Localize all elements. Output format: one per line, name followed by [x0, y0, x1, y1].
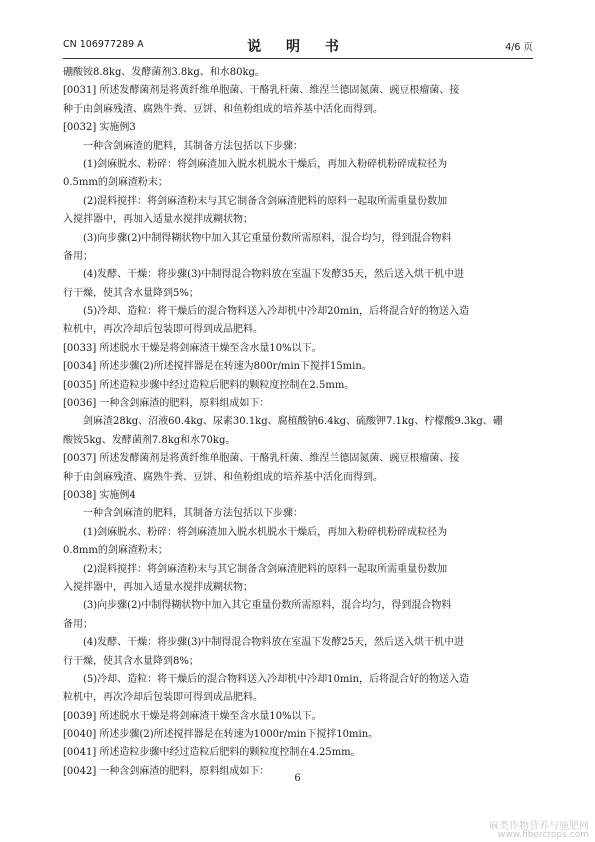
text-line: [0034] 所述步骤(2)所述搅拌器是在转速为800r/min下搅拌15min。: [63, 361, 372, 373]
page-indicator: 4/6 页: [505, 42, 533, 53]
page-header: [63, 36, 533, 54]
watermark-text: 麻类作物营养与施肥网: [489, 821, 589, 832]
text-line: (1)剑麻脱水、粉碎：将剑麻渣加入脱水机脱水干燥后，再加入粉碎机粉碎成粒径为: [83, 158, 448, 170]
text-line: (5)冷却、造粒：将干燥后的混合物料送入冷却机中冷却10min，后将混合好的物送入造: [83, 673, 470, 685]
text-line: [0037] 所述发酵菌剂是将黄纤维单胞菌、干酪乳杆菌、维涅兰德固氮菌、豌豆根瘤菌、接: [63, 453, 460, 465]
text-line: 粒机中，再次冷却后包装即可得到成品肥料。: [63, 692, 263, 704]
text-line: 硼酸铵8.8kg、发酵菌剂3.8kg、和水80kg。: [63, 67, 265, 78]
text-line: 入搅拌器中，再加入适量水搅拌成糊状物；: [63, 214, 253, 226]
text-line: (2)混料搅拌：将剑麻渣粉末与其它制备含剑麻渣肥料的原料一起取所需重量份数加: [83, 195, 448, 207]
text-line: 备用；: [63, 250, 93, 262]
text-line: [0032] 实施例3: [63, 122, 136, 134]
text-line: 0.5mm的剑麻渣粉末；: [63, 177, 168, 189]
text-line: [0039] 所述脱水干燥是将剑麻渣干燥至含水量10%以下。: [63, 710, 322, 722]
text-line: [0041] 所述造粒步骤中经过造粒后肥料的颗粒度控制在4.25mm。: [63, 747, 361, 759]
text-line: [0040] 所述步骤(2)所述搅拌器是在转速为1000r/min下搅拌10min。: [63, 729, 379, 741]
text-line: [0036] 一种含剑麻渣的肥料，原料组成如下：: [63, 398, 270, 410]
text-line: 粒机中，再次冷却后包装即可得到成品肥料。: [63, 324, 263, 336]
text-line: 种于由剑麻残渣、腐熟牛粪、豆饼、和鱼粉组成的培养基中活化而得到。: [63, 103, 383, 115]
text-line: 一种含剑麻渣的肥料，其制备方法包括以下步骤：: [83, 140, 303, 152]
text-line: (3)向步骤(2)中制得糊状物中加入其它重量份数所需原料，混合均匀，得到混合物料: [83, 232, 452, 244]
text-line: (1)剑麻脱水、粉碎：将剑麻渣加入脱水机脱水干燥后，再加入粉碎机粉碎成粒径为: [83, 526, 448, 538]
text-line: (5)冷却、造粒：将干燥后的混合物料送入冷却机中冷却20min，后将混合好的物送入造: [83, 306, 470, 318]
text-line: (3)向步骤(2)中制得糊状物中加入其它重量份数所需原料，混合均匀，得到混合物料: [83, 600, 452, 612]
page-number: 6: [294, 773, 301, 784]
text-line: [0031] 所述发酵菌剂是将黄纤维单胞菌、干酪乳杆菌、维涅兰德固氮菌、豌豆根瘤菌、接: [63, 85, 460, 97]
text-line: 种于由剑麻残渣、腐熟牛粪、豆饼、和鱼粉组成的培养基中活化而得到。: [63, 471, 383, 483]
text-line: (4)发酵、干燥：将步骤(3)中制得混合物料放在室温下发酵35天，然后送入烘干机中进: [83, 269, 465, 281]
text-line: [0038] 实施例4: [63, 489, 136, 501]
text-line: 剑麻渣28kg、沼液60.4kg、尿素30.1kg、腐植酸钠6.4kg、硫酸钾7.1kg、柠檬酸9.3kg、硼: [83, 416, 503, 428]
document-number: CN 106977289 A: [63, 39, 144, 50]
text-line: (4)发酵、干燥：将步骤(3)中制得混合物料放在室温下发酵25天，然后送入烘干机中进: [83, 637, 465, 649]
text-line: [0033] 所述脱水干燥是将剑麻渣干燥至含水量10%以下。: [63, 342, 322, 354]
watermark-url: www.fibercrops.com: [498, 830, 589, 840]
text-line: 一种含剑麻渣的肥料，其制备方法包括以下步骤：: [83, 508, 303, 520]
text-line: 行干燥，使其含水量降到5%；: [63, 287, 199, 299]
document-body: [63, 64, 533, 781]
text-line: 酸铵5kg、发酵菌剂7.8kg和水70kg。: [63, 434, 236, 446]
text-line: 行干燥，使其含水量降到8%；: [63, 655, 199, 667]
text-line: [0035] 所述造粒步骤中经过造粒后肥料的颗粒度控制在2.5mm。: [63, 379, 355, 391]
text-line: (2)混料搅拌：将剑麻渣粉末与其它制备含剑麻渣肥料的原料一起取所需重量份数加: [83, 563, 448, 575]
text-line: 0.8mm的剑麻渣粉末；: [63, 545, 168, 557]
text-line: [0042] 一种含剑麻渣的肥料，原料组成如下：: [63, 765, 270, 777]
header-divider: [63, 58, 533, 59]
document-title: 说 明 书: [247, 39, 349, 55]
text-line: 备用；: [63, 618, 93, 630]
text-line: 入搅拌器中，再加入适量水搅拌成糊状物；: [63, 581, 253, 593]
